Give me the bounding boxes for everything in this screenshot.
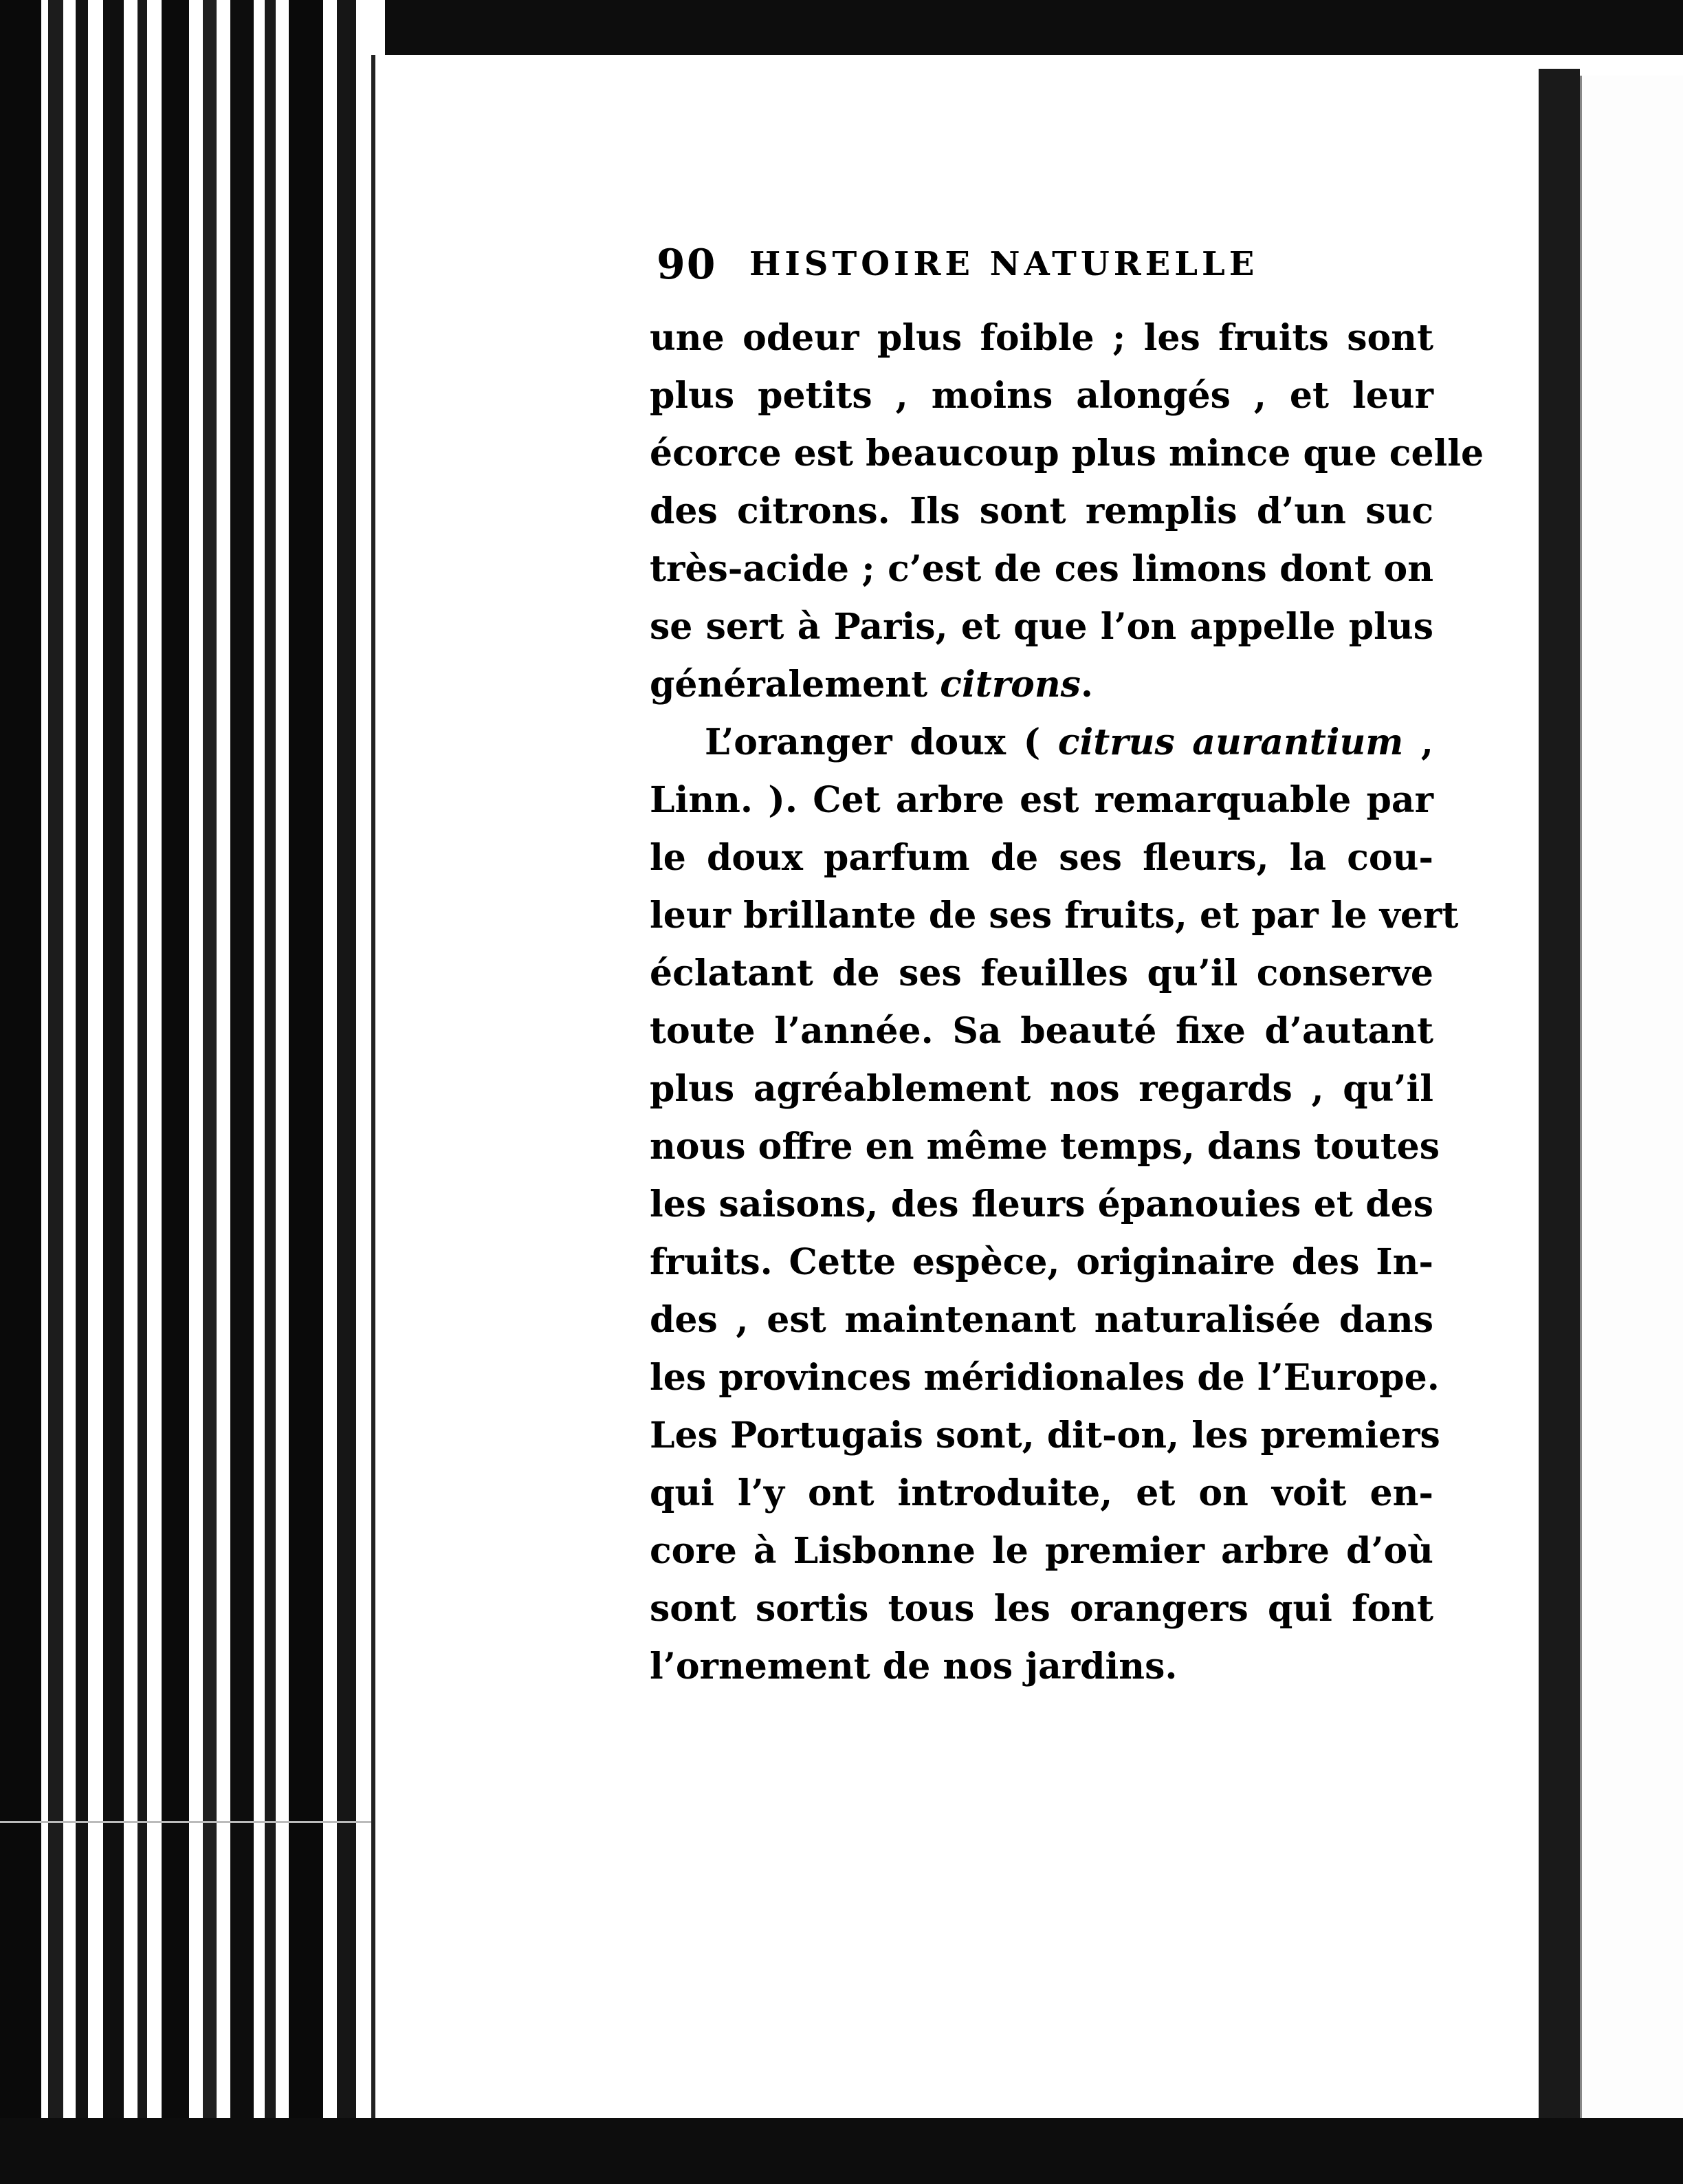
- text-line: toute l’année. Sa beauté fixe d’autant: [650, 1010, 1433, 1052]
- text-line: core à Lisbonne le premier arbre d’où: [650, 1530, 1433, 1572]
- italic-term: citrus aurantium: [1057, 721, 1404, 763]
- right-gutter: [1539, 69, 1580, 2132]
- text-line: très-acide ; c’est de ces limons dont on: [650, 548, 1433, 590]
- text-line: Les Portugais sont, dit-on, les premiers: [650, 1415, 1440, 1456]
- body-text: [650, 309, 1484, 1696]
- text-segment: généralement: [650, 664, 940, 706]
- text-line: qui l’y ont introduite, et on voit en-: [650, 1472, 1433, 1514]
- text-line: le doux parfum de ses fleurs, la cou-: [650, 837, 1433, 879]
- page-number: 90: [657, 241, 717, 289]
- text-line: plus petits , moins alongés , et leur: [650, 375, 1433, 417]
- text-line: [650, 714, 1433, 772]
- text-line: leur brillante de ses fruits, et par le vert: [650, 895, 1459, 937]
- text-segment: ,: [1403, 721, 1433, 763]
- text-line: se sert à Paris, et que l’on appelle plus: [650, 606, 1433, 648]
- text-line: écorce est beaucoup plus mince que celle: [650, 433, 1484, 474]
- text-line: sont sortis tous les orangers qui font: [650, 1588, 1433, 1630]
- text-line: plus agréablement nos regards , qu’il: [650, 1068, 1433, 1110]
- text-line: éclatant de ses feuilles qu’il conserve: [650, 952, 1433, 994]
- italic-term: citrons: [940, 664, 1081, 706]
- text-segment: L’oranger doux (: [705, 721, 1058, 763]
- text-line: des , est maintenant naturalisée dans: [650, 1299, 1433, 1341]
- running-title: HISTOIRE NATURELLE: [749, 245, 1259, 283]
- book-binding-edge: [0, 0, 385, 2184]
- text-line: les saisons, des fleurs épanouies et des: [650, 1183, 1433, 1225]
- text-line: les provinces méridionales de l’Europe.: [650, 1357, 1440, 1399]
- text-line: fruits. Cette espèce, originaire des In-: [650, 1241, 1433, 1283]
- text-segment: .: [1080, 664, 1094, 706]
- text-line: des citrons. Ils sont remplis d’un suc: [650, 490, 1433, 532]
- text-line: l’ornement de nos jardins.: [650, 1646, 1178, 1688]
- text-line: nous offre en même temps, dans toutes: [650, 1126, 1440, 1168]
- scan-bottom-border: [0, 2118, 1683, 2184]
- facing-page-edge: [1580, 76, 1683, 2132]
- text-line: Linn. ). Cet arbre est remarquable par: [650, 779, 1433, 821]
- text-line: [650, 656, 1433, 714]
- text-line: une odeur plus foible ; les fruits sont: [650, 317, 1433, 359]
